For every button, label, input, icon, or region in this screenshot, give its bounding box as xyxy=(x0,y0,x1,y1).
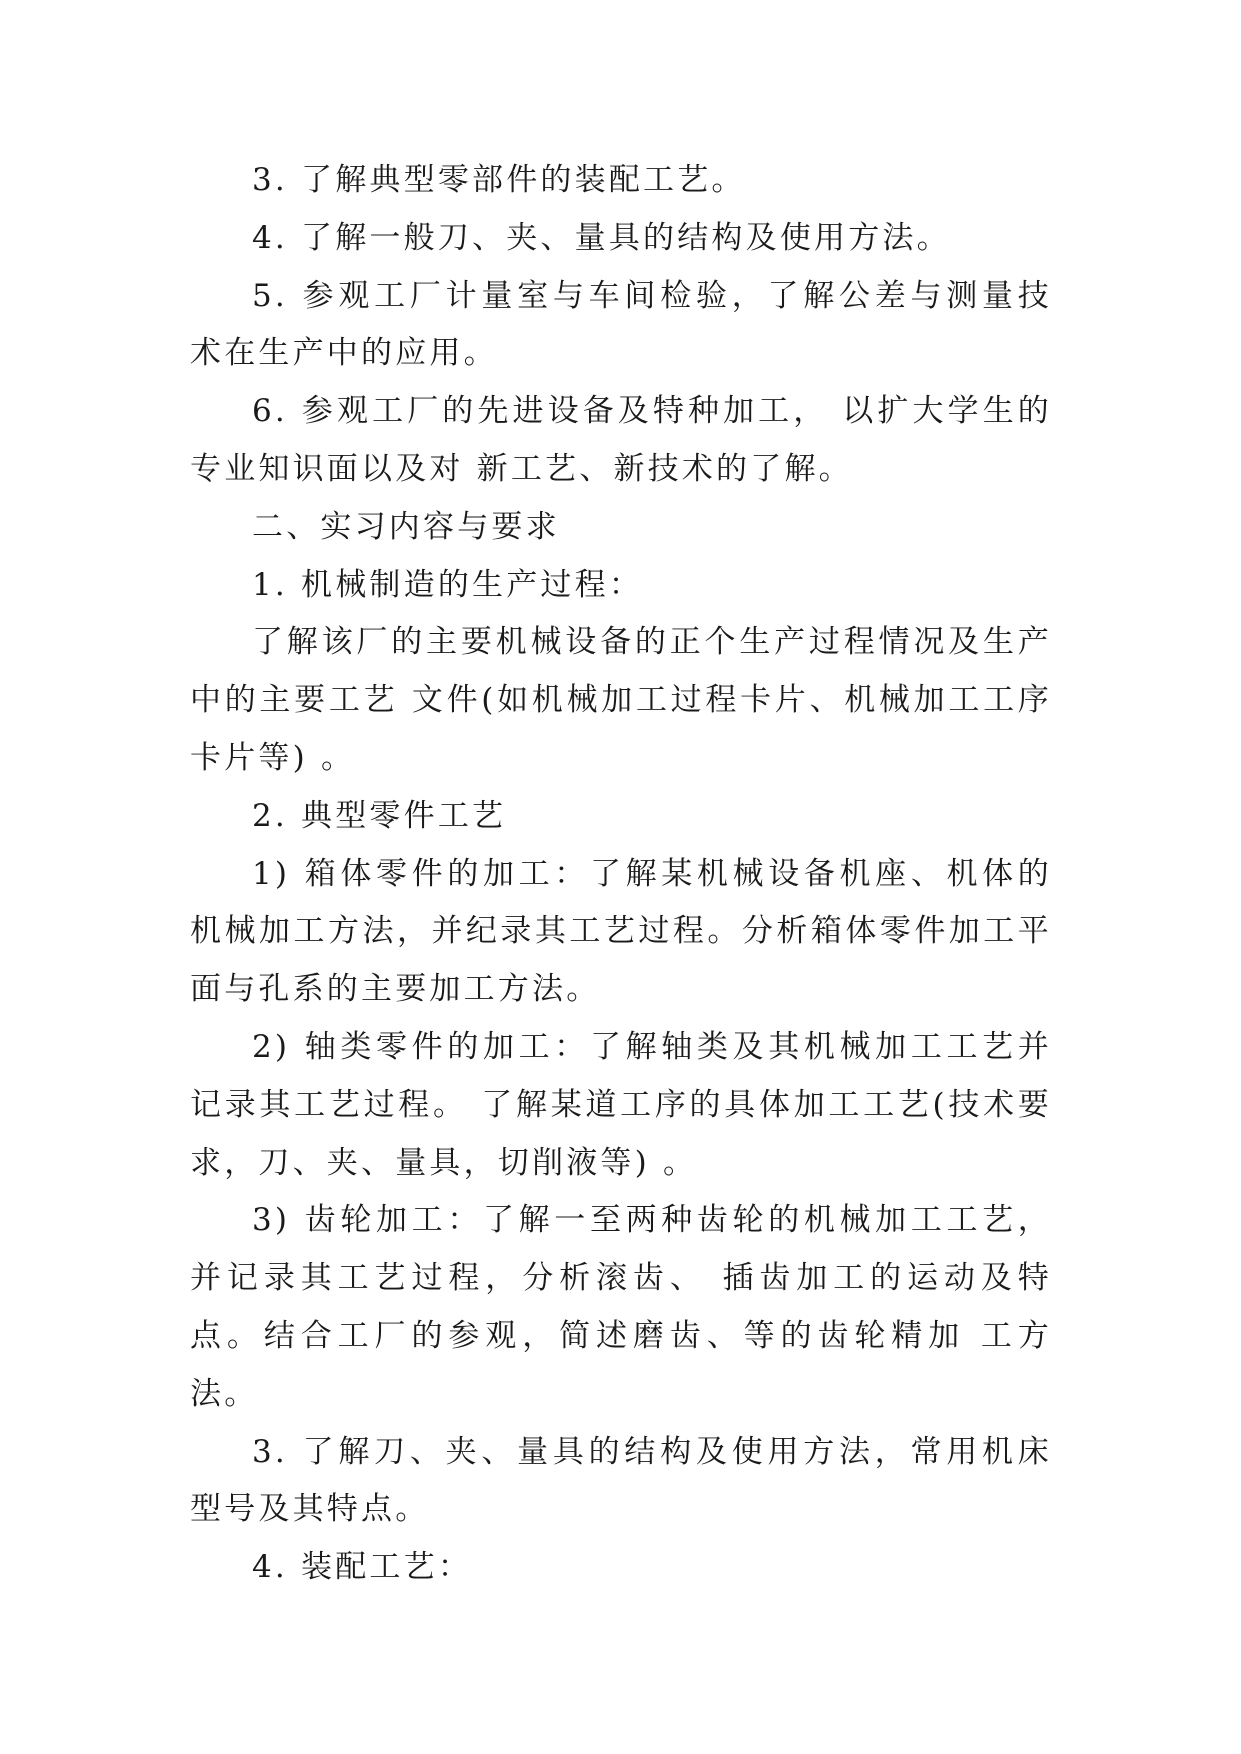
paragraph: 2. 典型零件工艺 xyxy=(252,797,507,834)
paragraph: 了解该厂的主要机械设备的正个生产过程情况及生产中的主要工艺 文件(如机械加工过程卡片、机械加工工序卡片等) 。 xyxy=(190,624,1052,776)
paragraph: 1. 机械制造的生产过程： xyxy=(252,566,644,603)
paragraph: 2) 轴类零件的加工：了解轴类及其机械加工工艺并记录其工艺过程。 了解某道工序的具体加工工艺(技术要求，刀、夹、量具，切削液等) 。 xyxy=(190,1028,1052,1181)
paragraph: 3. 了解典型零部件的装配工艺。 xyxy=(252,162,746,198)
paragraph: 1) 箱体零件的加工：了解某机械设备机座、机体的机械加工方法，并纪录其工艺过程。分析箱体零件加工平面与孔系的主要加工方法。 xyxy=(190,855,1052,1008)
section-heading: 二、实习内容与要求 xyxy=(252,508,560,545)
paragraph: 3. 了解刀、夹、量具的结构及使用方法，常用机床型号及其特点。 xyxy=(190,1433,1052,1528)
paragraph: 4. 了解一般刀、夹、量具的结构及使用方法。 xyxy=(252,219,951,256)
paragraph: 5. 参观工厂计量室与车间检验，了解公差与测量技术在生产中的应用。 xyxy=(190,277,1052,372)
paragraph: 3) 齿轮加工：了解一至两种齿轮的机械加工工艺，并记录其工艺过程，分析滚齿、 插齿加工的运动及特点。结合工厂的参观，简述磨齿、等的齿轮精加 工方法。 xyxy=(190,1202,1052,1412)
document-body xyxy=(190,152,1052,1597)
paragraph: 4. 装配工艺： xyxy=(252,1549,473,1586)
paragraph: 6. 参观工厂的先进设备及特种加工， 以扩大学生的专业知识面以及对 新工艺、新技术的了解。 xyxy=(190,393,1052,487)
